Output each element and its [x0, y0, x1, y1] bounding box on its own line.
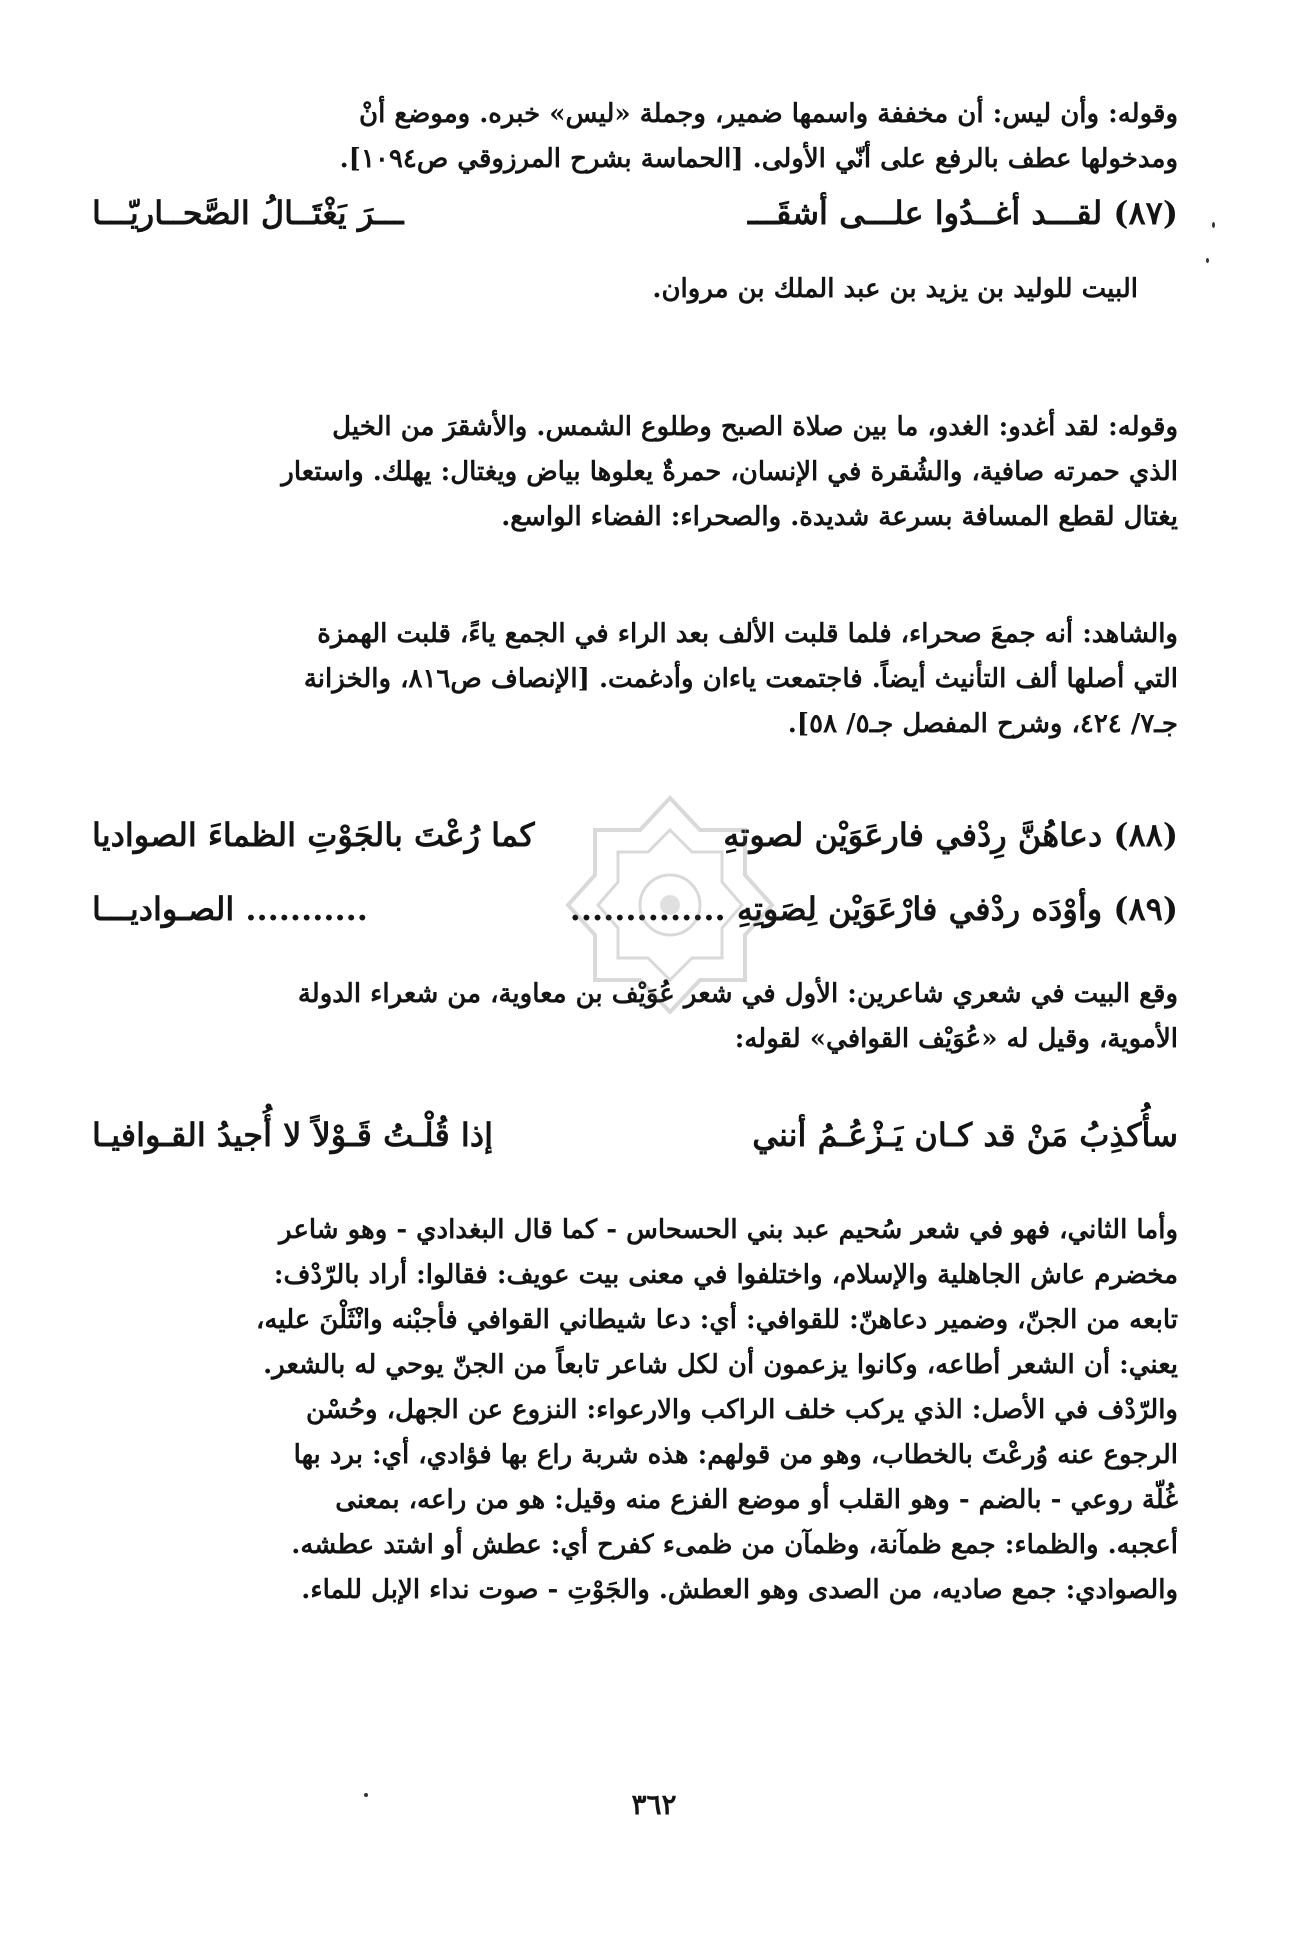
seal-watermark-icon: [560, 790, 780, 1020]
verse-text: دعاهُنَّ رِدْفي فارعَوَيْن لصوتهِ: [723, 816, 1103, 854]
text-line: ومدخولها عطف بالرفع على أنّي الأولى. [الحماسة بشرح المرزوقي ص١٠٩٤].: [339, 144, 1178, 174]
paragraph-1: [92, 92, 1178, 182]
verse-87: [92, 188, 1178, 238]
verse-number: (٨٩): [1113, 890, 1178, 928]
text-line: أعجبه. والظماء: جمع ظمآنة، وظمآن من ظمىء كفرح أي: عطش أو اشتد عطشه.: [291, 1530, 1178, 1560]
verse-text: لقـــد أغــدُوا علـــى أشقَـــ: [747, 194, 1103, 232]
paragraph-2: [92, 267, 1178, 312]
text-line: يغتال لقطع المسافة بسرعة شديدة. والصحراء: الفضاء الواسع.: [501, 502, 1178, 532]
text-line: وقع البيت في شعري شاعرين: الأول في شعر عُوَيْف بن معاوية، من شعراء الدولة: [297, 979, 1178, 1009]
text-line: تابعه من الجنّ، وضمير دعاهنّ: للقوافي: أي: دعا شيطاني القوافي فأجبْنه وانْثَلْنَ عليه،: [256, 1305, 1178, 1335]
verse-number: (٨٨): [1113, 816, 1178, 854]
text-line: التي أصلها ألف التأنيث أيضاً. فاجتمعت ياءان وأدغمت. [الإنصاف ص٨١٦، والخزانة: [303, 664, 1178, 694]
scan-speck: [364, 1793, 368, 1797]
text-line: وقوله: وأن ليس: أن مخففة واسمها ضمير، وجملة «ليس» خبره. وموضع أنْ: [359, 99, 1178, 129]
text-line: جـ٧/ ٤٢٤، وشرح المفصل جـ٥/ ٥٨].: [787, 709, 1178, 739]
scan-speck: [1212, 222, 1215, 228]
paragraph-6: [92, 1208, 1178, 1613]
verse-number: (٨٧): [1113, 194, 1178, 232]
text-line: الذي حمرته صافية، والشُقرة في الإنسان، حمرةٌ يعلوها بياض ويغتال: يهلك. واستعار: [281, 457, 1178, 487]
text-line: البيت للوليد بن يزيد بن عبد الملك بن مروان.: [652, 274, 1138, 304]
text-line: والرّدْف في الأصل: الذي يركب خلف الراكب والارعواء: النزوع عن الجهل، وحُسْن: [306, 1395, 1178, 1425]
verse-text: وأوْدَه ردْفي فارْعَوَيْن لِصَوتِهِ ..............: [569, 890, 1103, 928]
text-line: الأموية، وقيل له «عُوَيْف القوافي» لقوله:: [734, 1024, 1178, 1054]
verse-hemistich-2: ........... الصـواديـــا: [92, 890, 368, 928]
text-line: والشاهد: أنه جمعَ صحراء، فلما قلبت الألف بعد الراء في الجمع ياءً، قلبت الهمزة: [317, 619, 1178, 649]
text-line: يعني: أن الشعر أطاعه، وكانوا يزعمون أن لكل شاعر تابعاً من الجنّ يوحي له بالشعر.: [263, 1350, 1178, 1380]
text-line: غُلّة روعي - بالضم - وهو القلب أو موضع الفزع منه وقيل: هو من راعه، بمعنى: [335, 1485, 1178, 1515]
verse-hemistich-2: كما رُعْتَ بالجَوْتِ الظماءَ الصواديا: [92, 816, 535, 854]
verse-hemistich-1: [748, 188, 1178, 238]
text-line: والصوادي: جمع صاديه، من الصدى وهو العطش. والجَوْتِ - صوت نداء الإبل للماء.: [301, 1575, 1178, 1605]
scan-speck: [1206, 258, 1209, 263]
quoted-verse: [92, 1110, 1178, 1160]
text-line: وقوله: لقد أغدو: الغدو، ما بين صلاة الصبح وطلوع الشمس. والأشقرَ من الخيل: [332, 412, 1178, 442]
verse-hemistich-2: إذا قُلْـتُ قَـوْلاً لا أُجيدُ القـوافيـا: [92, 1116, 493, 1154]
text-line: وأما الثاني، فهو في شعر سُحيم عبد بني الحسحاس - كما قال البغدادي - وهو شاعر: [278, 1215, 1178, 1245]
text-line: الرجوع عنه وُرعْتَ بالخطاب، وهو من قولهم: هذه شربة راع بها فؤادي، أي: برد بها: [293, 1440, 1178, 1470]
page-number: ٣٦٢: [631, 1788, 677, 1821]
verse-hemistich-1: سأُكذِبُ مَنْ قد كـان يَـزْعُـمُ أنني: [752, 1116, 1178, 1154]
verse-hemistich-1: [723, 810, 1178, 860]
paragraph-3: [92, 405, 1178, 540]
verse-hemistich-2: ـــرَ يَغْتَــالُ الصَّحــاريّـــا: [92, 194, 404, 232]
paragraph-4: [92, 612, 1178, 747]
text-line: مخضرم عاش الجاهلية والإسلام، واختلفوا في معنى بيت عويف: فقالوا: أراد بالرّدْف:: [273, 1260, 1178, 1290]
